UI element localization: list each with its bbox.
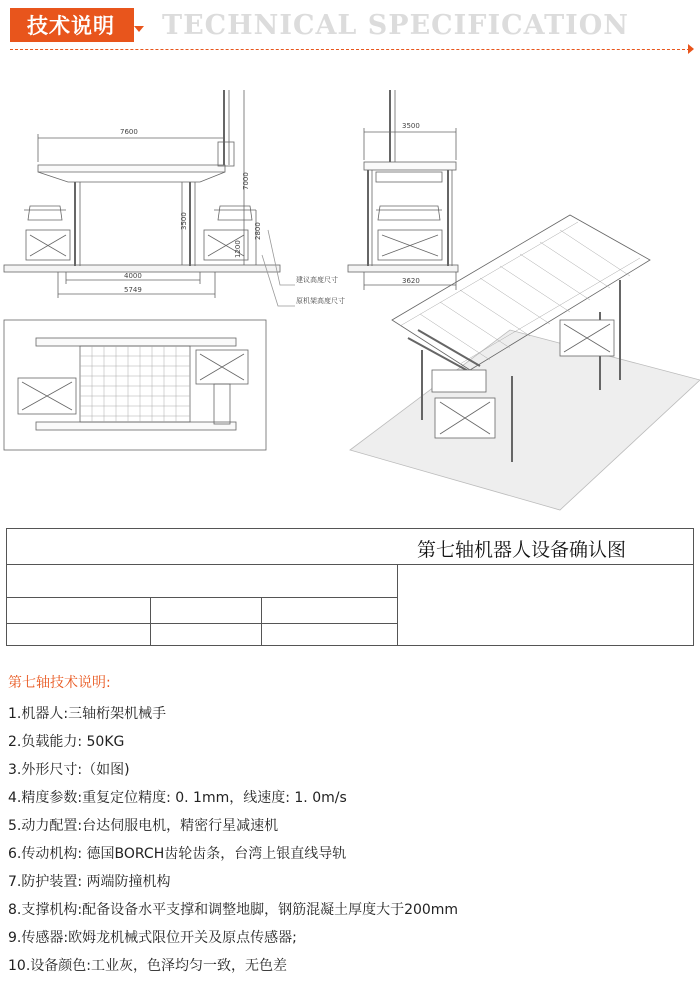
spec-item: 6.传动机构: 德国BORCH齿轮齿条，台湾上银直线导轨: [8, 846, 347, 862]
technical-drawing: [0, 80, 700, 520]
dim-text-side-top: 3500: [402, 122, 420, 130]
spec-item: 4.精度参数:重复定位精度: 0. 1mm，线速度: 1. 0m/s: [8, 790, 347, 806]
dim-text-side-bottom: 3620: [402, 277, 420, 285]
confirmation-title: 第七轴机器人设备确认图: [417, 539, 627, 561]
note-suggested-height: 建议高度尺寸: [296, 276, 338, 284]
table-line: [7, 597, 397, 598]
table-line: [7, 623, 397, 624]
spec-item: 1.机器人:三轴桁架机械手: [8, 706, 167, 722]
dim-text-front-width: 7600: [120, 128, 138, 136]
dim-text-frame-height: 1200: [234, 240, 242, 258]
section-tag: 技术说明: [10, 8, 132, 42]
table-line: [397, 564, 398, 646]
dim-text-suggested-height: 2800: [254, 222, 262, 240]
note-original-frame-height: 原机架高度尺寸: [296, 297, 345, 305]
spec-section: [8, 672, 688, 980]
dim-text-front-beam: 3500: [180, 212, 188, 230]
spec-item: 7.防护装置: 两端防撞机构: [8, 874, 171, 890]
dim-text-outer-span: 5749: [124, 286, 142, 294]
dim-text-inner-span: 4000: [124, 272, 142, 280]
spec-item: 2.负载能力: 50KG: [8, 734, 125, 750]
table-line: [150, 597, 151, 646]
section-header: [0, 0, 700, 60]
dim-text-front-height: 7000: [242, 172, 250, 190]
divider-arrow-icon: [688, 44, 694, 54]
spec-item: 10.设备颜色:工业灰，色泽均匀一致，无色差: [8, 958, 287, 974]
confirmation-table: [6, 528, 694, 646]
spec-title: 第七轴技术说明:: [8, 675, 111, 691]
table-line: [261, 597, 262, 646]
spec-item: 3.外形尺寸:（如图): [8, 762, 130, 778]
header-divider: [10, 49, 690, 50]
table-line: [7, 564, 693, 565]
spec-item: 9.传感器:欧姆龙机械式限位开关及原点传感器;: [8, 930, 297, 946]
tag-notch: [132, 8, 146, 42]
spec-item: 5.动力配置:台达伺服电机，精密行星减速机: [8, 818, 279, 834]
spec-item: 8.支撑机构:配备设备水平支撑和调整地脚，钢筋混凝土厚度大于200mm: [8, 902, 459, 918]
section-english-title: TECHNICAL SPECIFICATION: [162, 10, 629, 41]
tag-arrow-icon: [134, 26, 144, 32]
